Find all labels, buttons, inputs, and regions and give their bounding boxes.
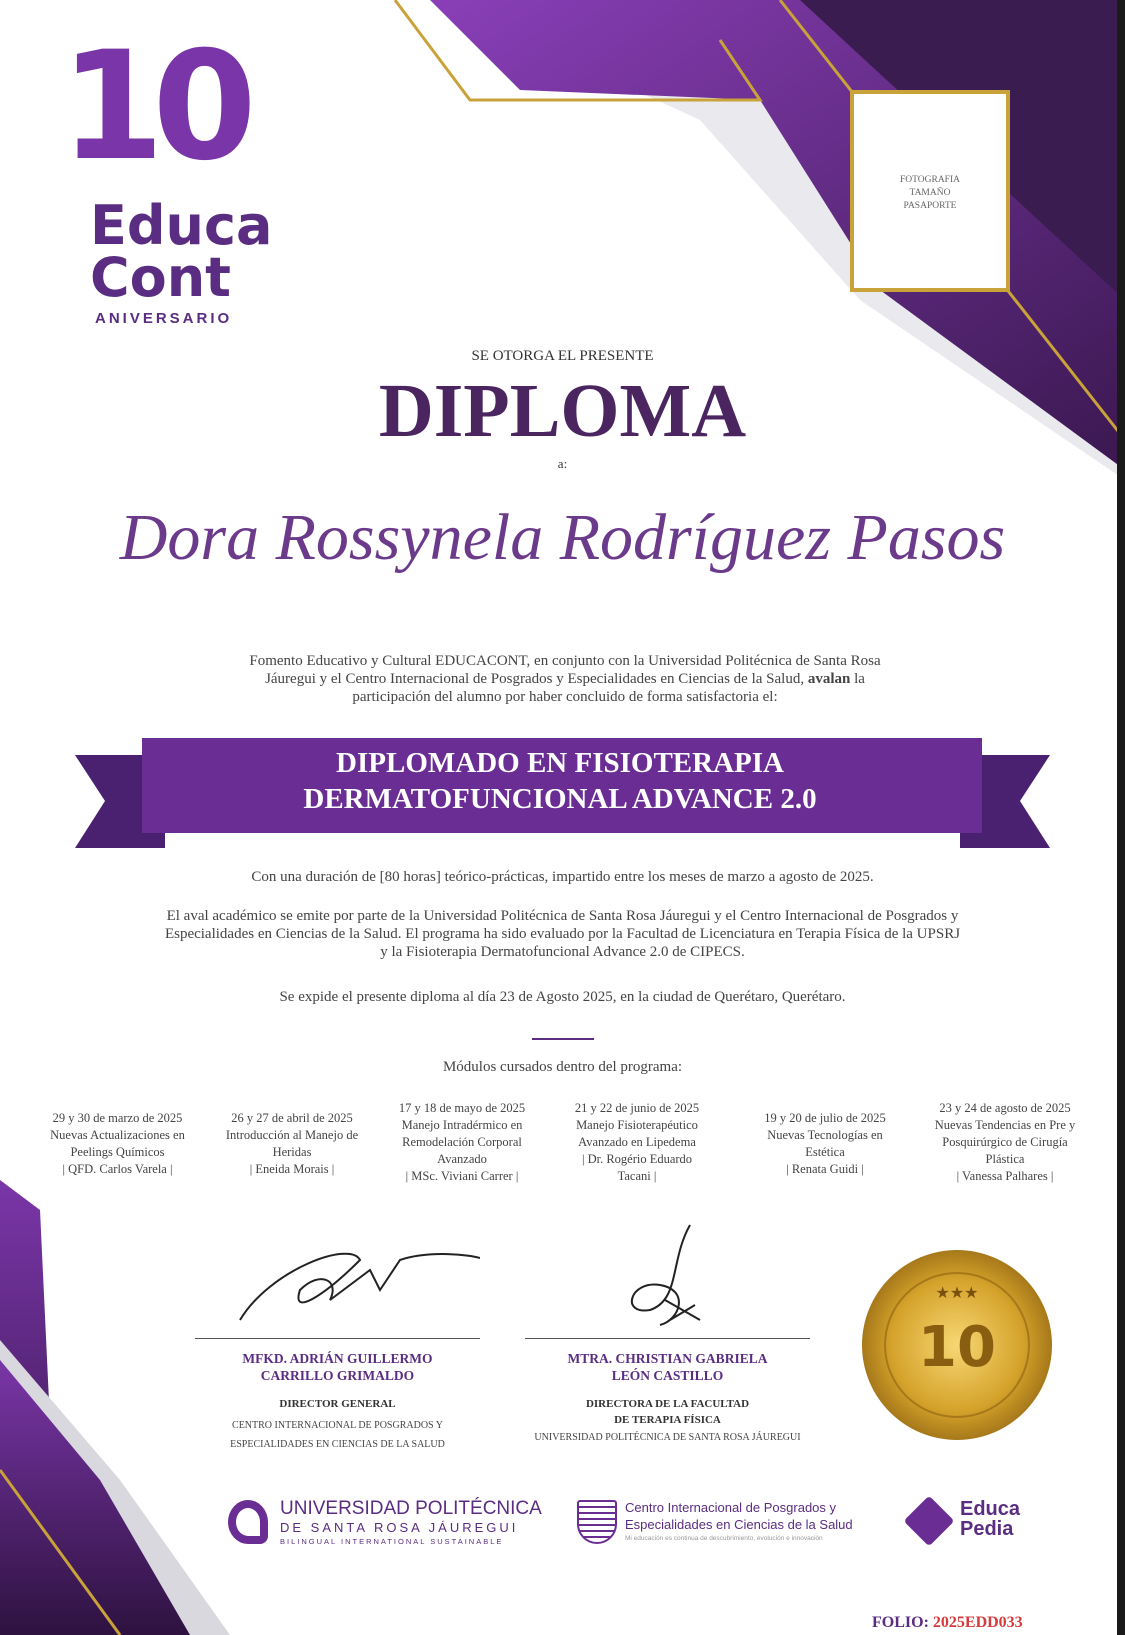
module-date: 23 y 24 de agosto de 2025 — [939, 1101, 1071, 1115]
duration-text: Con una duración de [80 horas] teórico-prácticas, impartido entre los meses de marzo a agosto de 2025. — [251, 869, 874, 885]
module-3 — [392, 1100, 532, 1185]
signer-org: ESPECIALIDADES EN CIENCIAS DE LA SALUD — [230, 1439, 445, 1450]
photo-label: PASAPORTE — [903, 201, 957, 211]
logo-text: BILINGUAL INTERNATIONAL SUSTAINABLE — [280, 1537, 504, 1546]
signer-org: UNIVERSIDAD POLITÉCNICA DE SANTA ROSA JÁUREGUI — [534, 1432, 801, 1443]
intro-text: la participación del alumno por haber concluido de forma satisfactoria el: — [352, 671, 865, 705]
folio-label: FOLIO: — [872, 1614, 929, 1631]
cipecs-shield-icon — [577, 1500, 617, 1544]
module-1 — [35, 1110, 200, 1178]
logo-text: Educa — [960, 1498, 1021, 1520]
module-name: Manejo Fisioterapéutico Avanzado en Lipedema — [576, 1118, 698, 1149]
aval-text: El aval académico se emite por parte de la Universidad Politécnica de Santa Rosa Jáuregui y el Centro Internacional de Posgrados y Especialidades en Ciencias de la Salud. El programa ha sido evaluado por la Facultad de Licenciatura en Terapia Física de la UPSRJ y la Fisioterapia Dermatofuncional Advance 2.0 de CIPECS. — [164, 908, 961, 960]
signer-1 — [185, 1350, 490, 1454]
signer-title: DE TERAPIA FÍSICA — [614, 1414, 721, 1426]
modules-title: Módulos cursados dentro del programa: — [442, 1059, 683, 1075]
logo-text: Centro Internacional de Posgrados y — [625, 1500, 837, 1515]
module-4 — [572, 1100, 702, 1185]
svg-text:10: 10 — [918, 1315, 996, 1380]
program-line: DIPLOMADO EN FISIOTERAPIA — [336, 747, 784, 779]
issued-text: Se expide el presente diploma al día 23 de Agosto 2025, en la ciudad de Querétaro, Querétaro. — [279, 989, 846, 1005]
module-6 — [925, 1100, 1085, 1185]
module-name: Nuevas Tecnologías en Estética — [767, 1128, 883, 1159]
module-teacher: | MSc. Viviani Carrer | — [405, 1169, 519, 1183]
to-label: a: — [557, 456, 568, 471]
program-name — [140, 745, 980, 817]
educacont-logo: 10 Educa Cont ANIVERSARIO — [60, 20, 273, 327]
module-2 — [212, 1110, 372, 1178]
diploma-title: DIPLOMA — [378, 369, 747, 453]
folio — [872, 1614, 1023, 1632]
signature-1 — [230, 1230, 480, 1330]
signer-title: DIRECTORA DE LA FACULTAD — [585, 1398, 750, 1410]
signature-line — [525, 1338, 810, 1339]
module-date: 29 y 30 de marzo de 2025 — [52, 1111, 183, 1125]
logo-text: Pedia — [960, 1518, 1014, 1540]
module-date: 21 y 22 de junio de 2025 — [574, 1101, 700, 1115]
gold-medal-seal — [860, 1248, 1055, 1443]
signer-title: DIRECTOR GENERAL — [279, 1398, 396, 1410]
photo-label: TAMAÑO — [909, 188, 951, 198]
module-name: Manejo Intradérmico en Remodelación Corporal Avanzado — [401, 1118, 523, 1166]
signer-name: LEÓN CASTILLO — [611, 1368, 724, 1383]
signer-name: MFKD. ADRIÁN GUILLERMO — [242, 1351, 433, 1366]
module-teacher: | Vanessa Palhares | — [956, 1169, 1054, 1183]
upsrj-icon — [228, 1500, 268, 1544]
signature-line — [195, 1338, 480, 1339]
logo-text: DE SANTA ROSA JÁUREGUI — [280, 1520, 519, 1535]
logo-text: UNIVERSIDAD POLITÉCNICA — [280, 1498, 542, 1519]
signer-org: CENTRO INTERNACIONAL DE POSGRADOS Y — [232, 1420, 443, 1431]
module-date: 19 y 20 de julio de 2025 — [764, 1111, 886, 1125]
module-teacher: | Dr. Rogério Eduardo Tacani | — [581, 1152, 693, 1183]
signer-name: CARRILLO GRIMALDO — [260, 1368, 415, 1383]
intro-bold: avalan — [807, 671, 851, 687]
module-name: Nuevas Tendencias en Pre y Posquirúrgico de Cirugía Plástica — [934, 1118, 1076, 1166]
module-date: 17 y 18 de mayo de 2025 — [398, 1101, 526, 1115]
logo-text: Mi educación es continua de descubrimiento, evolución e innovación — [625, 1535, 823, 1542]
signer-2 — [510, 1350, 825, 1447]
divider — [532, 1038, 594, 1040]
logo-text: Especialidades en Ciencias de la Salud — [625, 1517, 853, 1532]
module-teacher: | Renata Guidi | — [786, 1162, 864, 1176]
module-name: Nuevas Actualizaciones en Peelings Químicos — [50, 1128, 185, 1159]
program-line: DERMATOFUNCIONAL ADVANCE 2.0 — [303, 783, 817, 815]
module-teacher: | QFD. Carlos Varela | — [62, 1162, 173, 1176]
module-5 — [750, 1110, 900, 1178]
recipient-name: Dora Rossynela Rodríguez Pasos — [119, 501, 1006, 574]
pre-title: SE OTORGA EL PRESENTE — [471, 348, 654, 364]
module-name: Introducción al Manejo de Heridas — [225, 1128, 359, 1159]
svg-text:★★★: ★★★ — [935, 1285, 979, 1302]
folio-value: 2025EDD033 — [932, 1614, 1023, 1631]
photo-placeholder — [850, 90, 1010, 292]
module-date: 26 y 27 de abril de 2025 — [231, 1111, 353, 1125]
photo-label: FOTOGRAFIA — [899, 175, 960, 185]
intro-paragraph — [240, 652, 890, 706]
signature-2 — [610, 1220, 720, 1335]
intro-text: Fomento Educativo y Cultural EDUCACONT, en conjunto con la Universidad Politécnica de Santa Rosa Jáuregui y el Centro Internacional de Posgrados y Especialidades en Ciencias de la Salud, — [249, 653, 881, 687]
signer-name: MTRA. CHRISTIAN GABRIELA — [567, 1351, 768, 1366]
module-teacher: | Eneida Morais | — [249, 1162, 335, 1176]
